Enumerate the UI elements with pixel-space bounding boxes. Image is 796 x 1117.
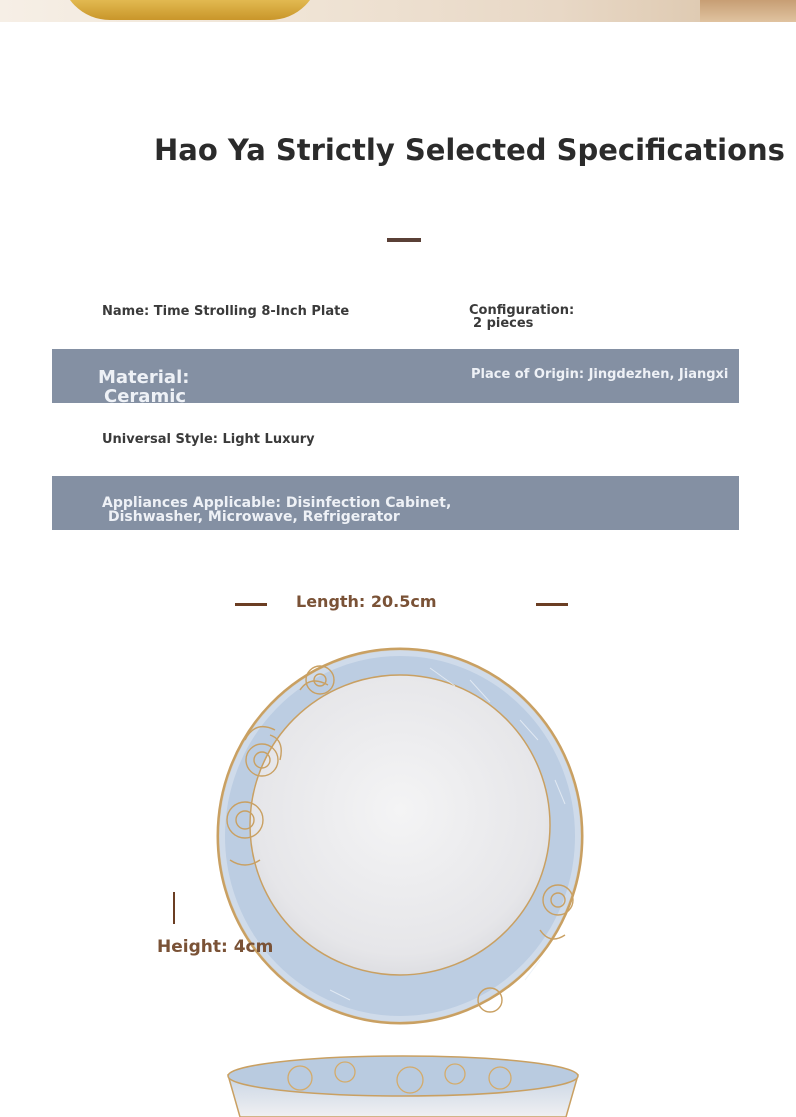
spec-material-label: Material: (98, 367, 190, 388)
spec-configuration-value: 2 pieces (473, 316, 534, 331)
spec-style: Universal Style: Light Luxury (102, 432, 315, 447)
spec-configuration-label: Configuration: (469, 303, 575, 318)
spec-origin: Place of Origin: Jingdezhen, Jiangxi (471, 367, 729, 382)
spec-material-value: Ceramic (104, 386, 187, 407)
spec-appliances-line1: Appliances Applicable: Disinfection Cabinet, (102, 495, 452, 511)
length-label: Length: 20.5cm (296, 592, 437, 611)
height-indicator-line (173, 892, 175, 924)
page-title: Hao Ya Strictly Selected Specifications (154, 133, 785, 167)
spec-name: Name: Time Strolling 8-Inch Plate (102, 304, 350, 319)
plate-side-view (228, 1056, 578, 1117)
height-label: Height: 4cm (157, 937, 274, 957)
plate-top-view (218, 649, 582, 1023)
spec-appliances-line2: Dishwasher, Microwave, Refrigerator (108, 509, 400, 525)
